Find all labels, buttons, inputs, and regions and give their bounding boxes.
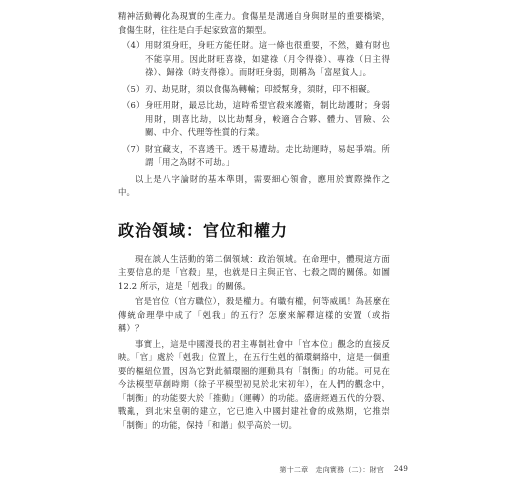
rule-item-4 bbox=[118, 39, 390, 80]
running-footer-chapter: 第十二章 走向實務（二）：財官 bbox=[279, 466, 385, 474]
rule-text: 身旺用財，最忌比劫，這時希望官殺來護衛，制比劫護財；身弱用財，則喜比劫，以比劫幫身，較適合合夥、體力、冒險、公關、中介、代理等性質的行業。 bbox=[145, 100, 390, 137]
rule-number: （4） bbox=[122, 40, 145, 50]
continuation-line-1: 精神活動轉化為現實的生產力。食傷星是溝通自身與財星的重要橋 bbox=[118, 11, 373, 21]
rule-number: （6） bbox=[122, 100, 145, 110]
rule-number: （7） bbox=[122, 143, 145, 154]
body-paragraph-1: 現在談人生活動的第二個領域：政治領域。在命理中，體現這方面主要信息的是「官殺」星，也就是日主與正官、七殺之間的關係。如圖 12.2 所示，這是「剋我」的關係。 bbox=[118, 253, 390, 291]
rule-item-7 bbox=[118, 143, 390, 170]
body-paragraph-2: 官是官位（官方職位），殺是權力。有職有權，何等威風！為甚麼在傳統命理學中成了「剋我」的五行？怎麼來解釋這樣的安置（或指稱）？ bbox=[118, 296, 390, 333]
rule-number: （5） bbox=[122, 83, 145, 94]
closing-paragraph: 以上是八字論財的基本準則，需要細心領會，應用於實際操作之中。 bbox=[118, 173, 390, 197]
section-heading: 政治領域：官位和權力 bbox=[118, 220, 289, 240]
rule-text: 財宜藏支，不喜透干。透干易遭劫。走比劫運時，易起爭端。所謂「用之為財不可劫。」 bbox=[145, 143, 390, 167]
body-paragraph-3: 事實上，這是中國漫長的君主專制社會中「官本位」觀念的直接反映。「官」處於「剋我」位置上，在五行生剋的循環網絡中，這是一個重要的樞紐位置，因為它對此循環圈的運動具有「制衡」的功能。可見在今法模型草創時期（徐子平模型初見於北宋初年），在人們的觀念中，「制衡」的功能要大於「推動」（運轉）的功能。盛唐經過五代的分裂、戰亂，到北宋皇朝的建立，它已進入中國封建社會的成熟期，它推崇「制衡」的功能，保持「和諧」似乎高於一切。 bbox=[118, 338, 390, 430]
continuation-line-2: 梁，食傷生財，往往是白手起家致富的類型。 bbox=[118, 11, 390, 35]
rule-item-6 bbox=[118, 99, 390, 140]
page-content bbox=[118, 10, 390, 434]
page-number: 249 bbox=[394, 465, 408, 473]
page-footer bbox=[248, 465, 408, 475]
continuation-paragraph bbox=[118, 10, 390, 37]
rule-item-5 bbox=[118, 83, 390, 97]
rule-text: 刃、劫見財，須以食傷為轉輸；印綬幫身，須財，印不相礙。 bbox=[145, 83, 376, 94]
rule-text: 用財須身旺，身旺方能任財。這一條也很重要，不然，雖有財也不能享用。因此財旺喜祿，如建祿（月令得祿）、專祿（日主得祿）、歸祿（時支得祿）。而財旺身弱，則稱為「富屋貧人」。 bbox=[145, 40, 390, 77]
